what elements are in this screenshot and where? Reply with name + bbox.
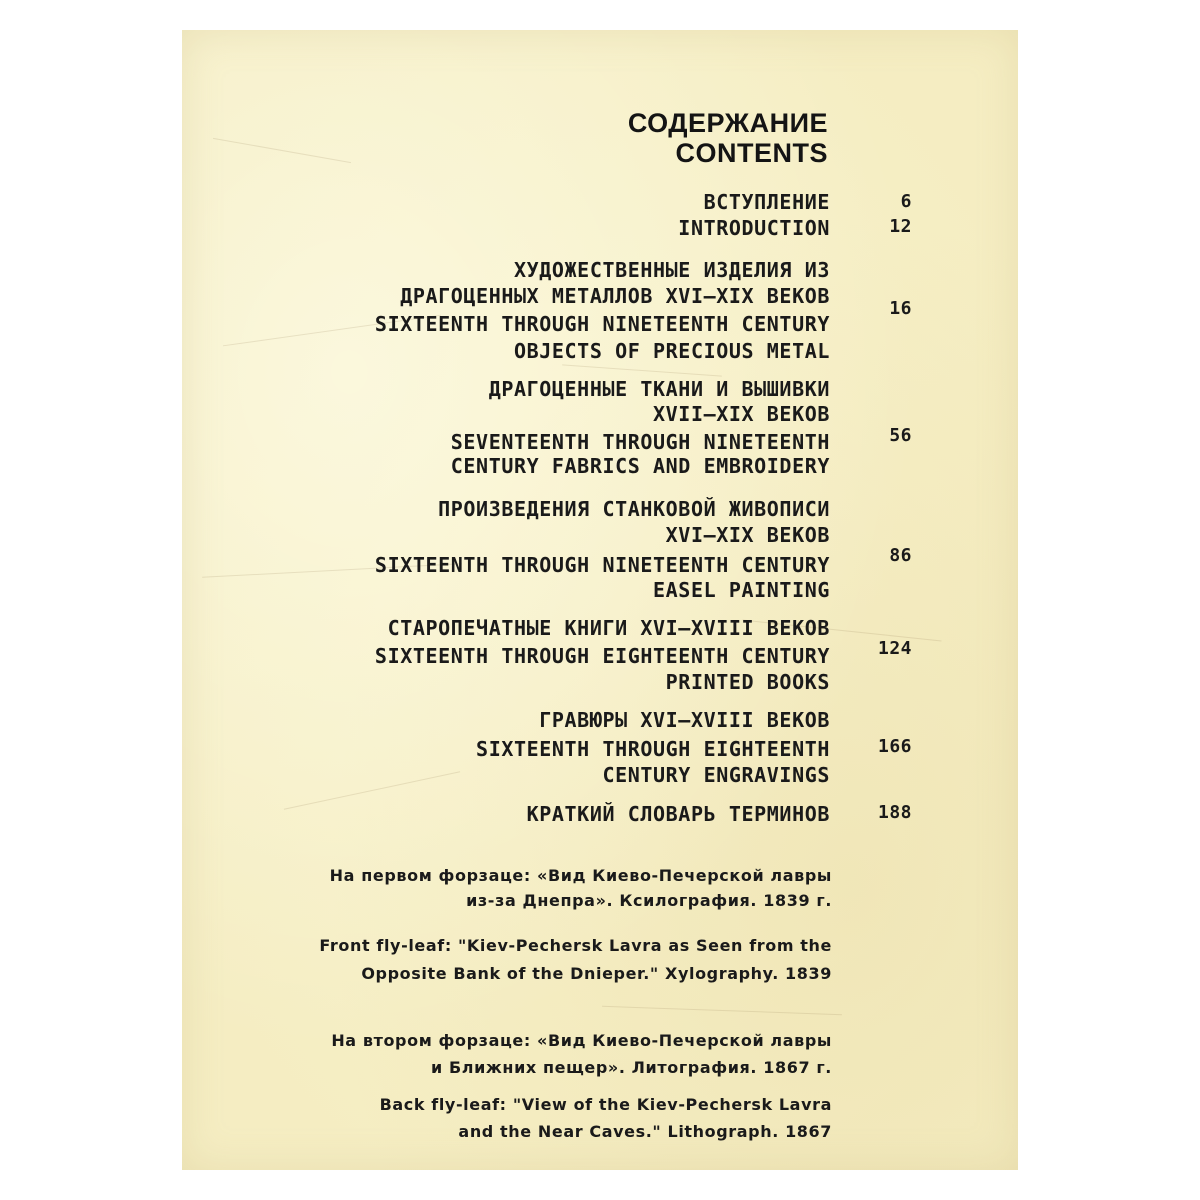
toc-entry-line: ДРАГОЦЕННЫХ МЕТАЛЛОВ XVI—XIX ВЕКОВ: [400, 284, 830, 308]
endpaper-note-line: Back fly-leaf: "View of the Kiev-Pechersk Lavra: [379, 1095, 832, 1114]
page-number: 166: [877, 736, 912, 757]
page-number: 6: [900, 191, 912, 212]
toc-entry-line: SIXTEENTH THROUGH EIGHTEENTH CENTURY: [374, 644, 830, 668]
toc-entry-line: XVII—XIX ВЕКОВ: [653, 402, 830, 426]
endpaper-note-line: Opposite Bank of the Dnieper." Xylography. 1839: [361, 964, 832, 983]
toc-entry-line: СТАРОПЕЧАТНЫЕ КНИГИ XVI—XVIII ВЕКОВ: [387, 616, 830, 640]
page-title-ru: СОДЕРЖАНИЕ: [627, 108, 828, 138]
page-number: 188: [877, 802, 912, 823]
paper-fiber: [284, 771, 460, 809]
page-title-en: CONTENTS: [675, 138, 828, 168]
toc-entry-line: ДРАГОЦЕННЫЕ ТКАНИ И ВЫШИВКИ: [488, 377, 830, 401]
toc-entry-line: SIXTEENTH THROUGH EIGHTEENTH: [476, 737, 830, 761]
toc-entry-line: CENTURY ENGRAVINGS: [602, 763, 830, 787]
toc-entry-line: OBJECTS OF PRECIOUS METAL: [513, 339, 830, 363]
paper-fiber: [562, 364, 722, 376]
toc-entry-line: ПРОИЗВЕДЕНИЯ СТАНКОВОЙ ЖИВОПИСИ: [438, 497, 830, 521]
toc-entry-line: ХУДОЖЕСТВЕННЫЕ ИЗДЕЛИЯ ИЗ: [513, 258, 830, 282]
page-number: 86: [889, 545, 912, 566]
toc-entry-line: SEVENTEENTH THROUGH NINETEENTH: [450, 430, 830, 454]
endpaper-note-line: и Ближних пещер». Литография. 1867 г.: [431, 1058, 832, 1077]
endpaper-note-line: На первом форзаце: «Вид Киево-Печерской лавры: [329, 866, 832, 885]
contents-page: [182, 30, 1018, 1170]
toc-entry-line: XVI—XIX ВЕКОВ: [665, 523, 830, 547]
toc-entry-line: EASEL PAINTING: [653, 578, 830, 602]
endpaper-note-line: Front fly-leaf: "Kiev-Pechersk Lavra as Seen from the: [319, 936, 832, 955]
paper-fiber: [213, 138, 351, 163]
page-number: 16: [889, 298, 912, 319]
toc-entry-line: SIXTEENTH THROUGH NINETEENTH CENTURY: [374, 553, 830, 577]
toc-entry-line: PRINTED BOOKS: [665, 670, 830, 694]
paper-fiber: [602, 1006, 842, 1015]
endpaper-note-line: из-за Днепра». Ксилография. 1839 г.: [466, 891, 832, 910]
toc-entry-introduction-en: INTRODUCTION: [678, 216, 830, 240]
endpaper-note-line: На втором форзаце: «Вид Киево-Печерской лавры: [331, 1031, 832, 1050]
toc-entry-line: CENTURY FABRICS AND EMBROIDERY: [450, 454, 830, 478]
toc-entry-line: SIXTEENTH THROUGH NINETEENTH CENTURY: [374, 312, 830, 336]
toc-entry-line: КРАТКИЙ СЛОВАРЬ ТЕРМИНОВ: [526, 802, 830, 826]
page-number: 124: [877, 638, 912, 659]
page-number: 12: [889, 216, 912, 237]
toc-entry-introduction-ru: ВСТУПЛЕНИЕ: [703, 190, 830, 214]
page-number: 56: [889, 425, 912, 446]
toc-entry-line: ГРАВЮРЫ XVI—XVIII ВЕКОВ: [539, 708, 830, 732]
endpaper-note-line: and the Near Caves." Lithograph. 1867: [458, 1122, 832, 1141]
